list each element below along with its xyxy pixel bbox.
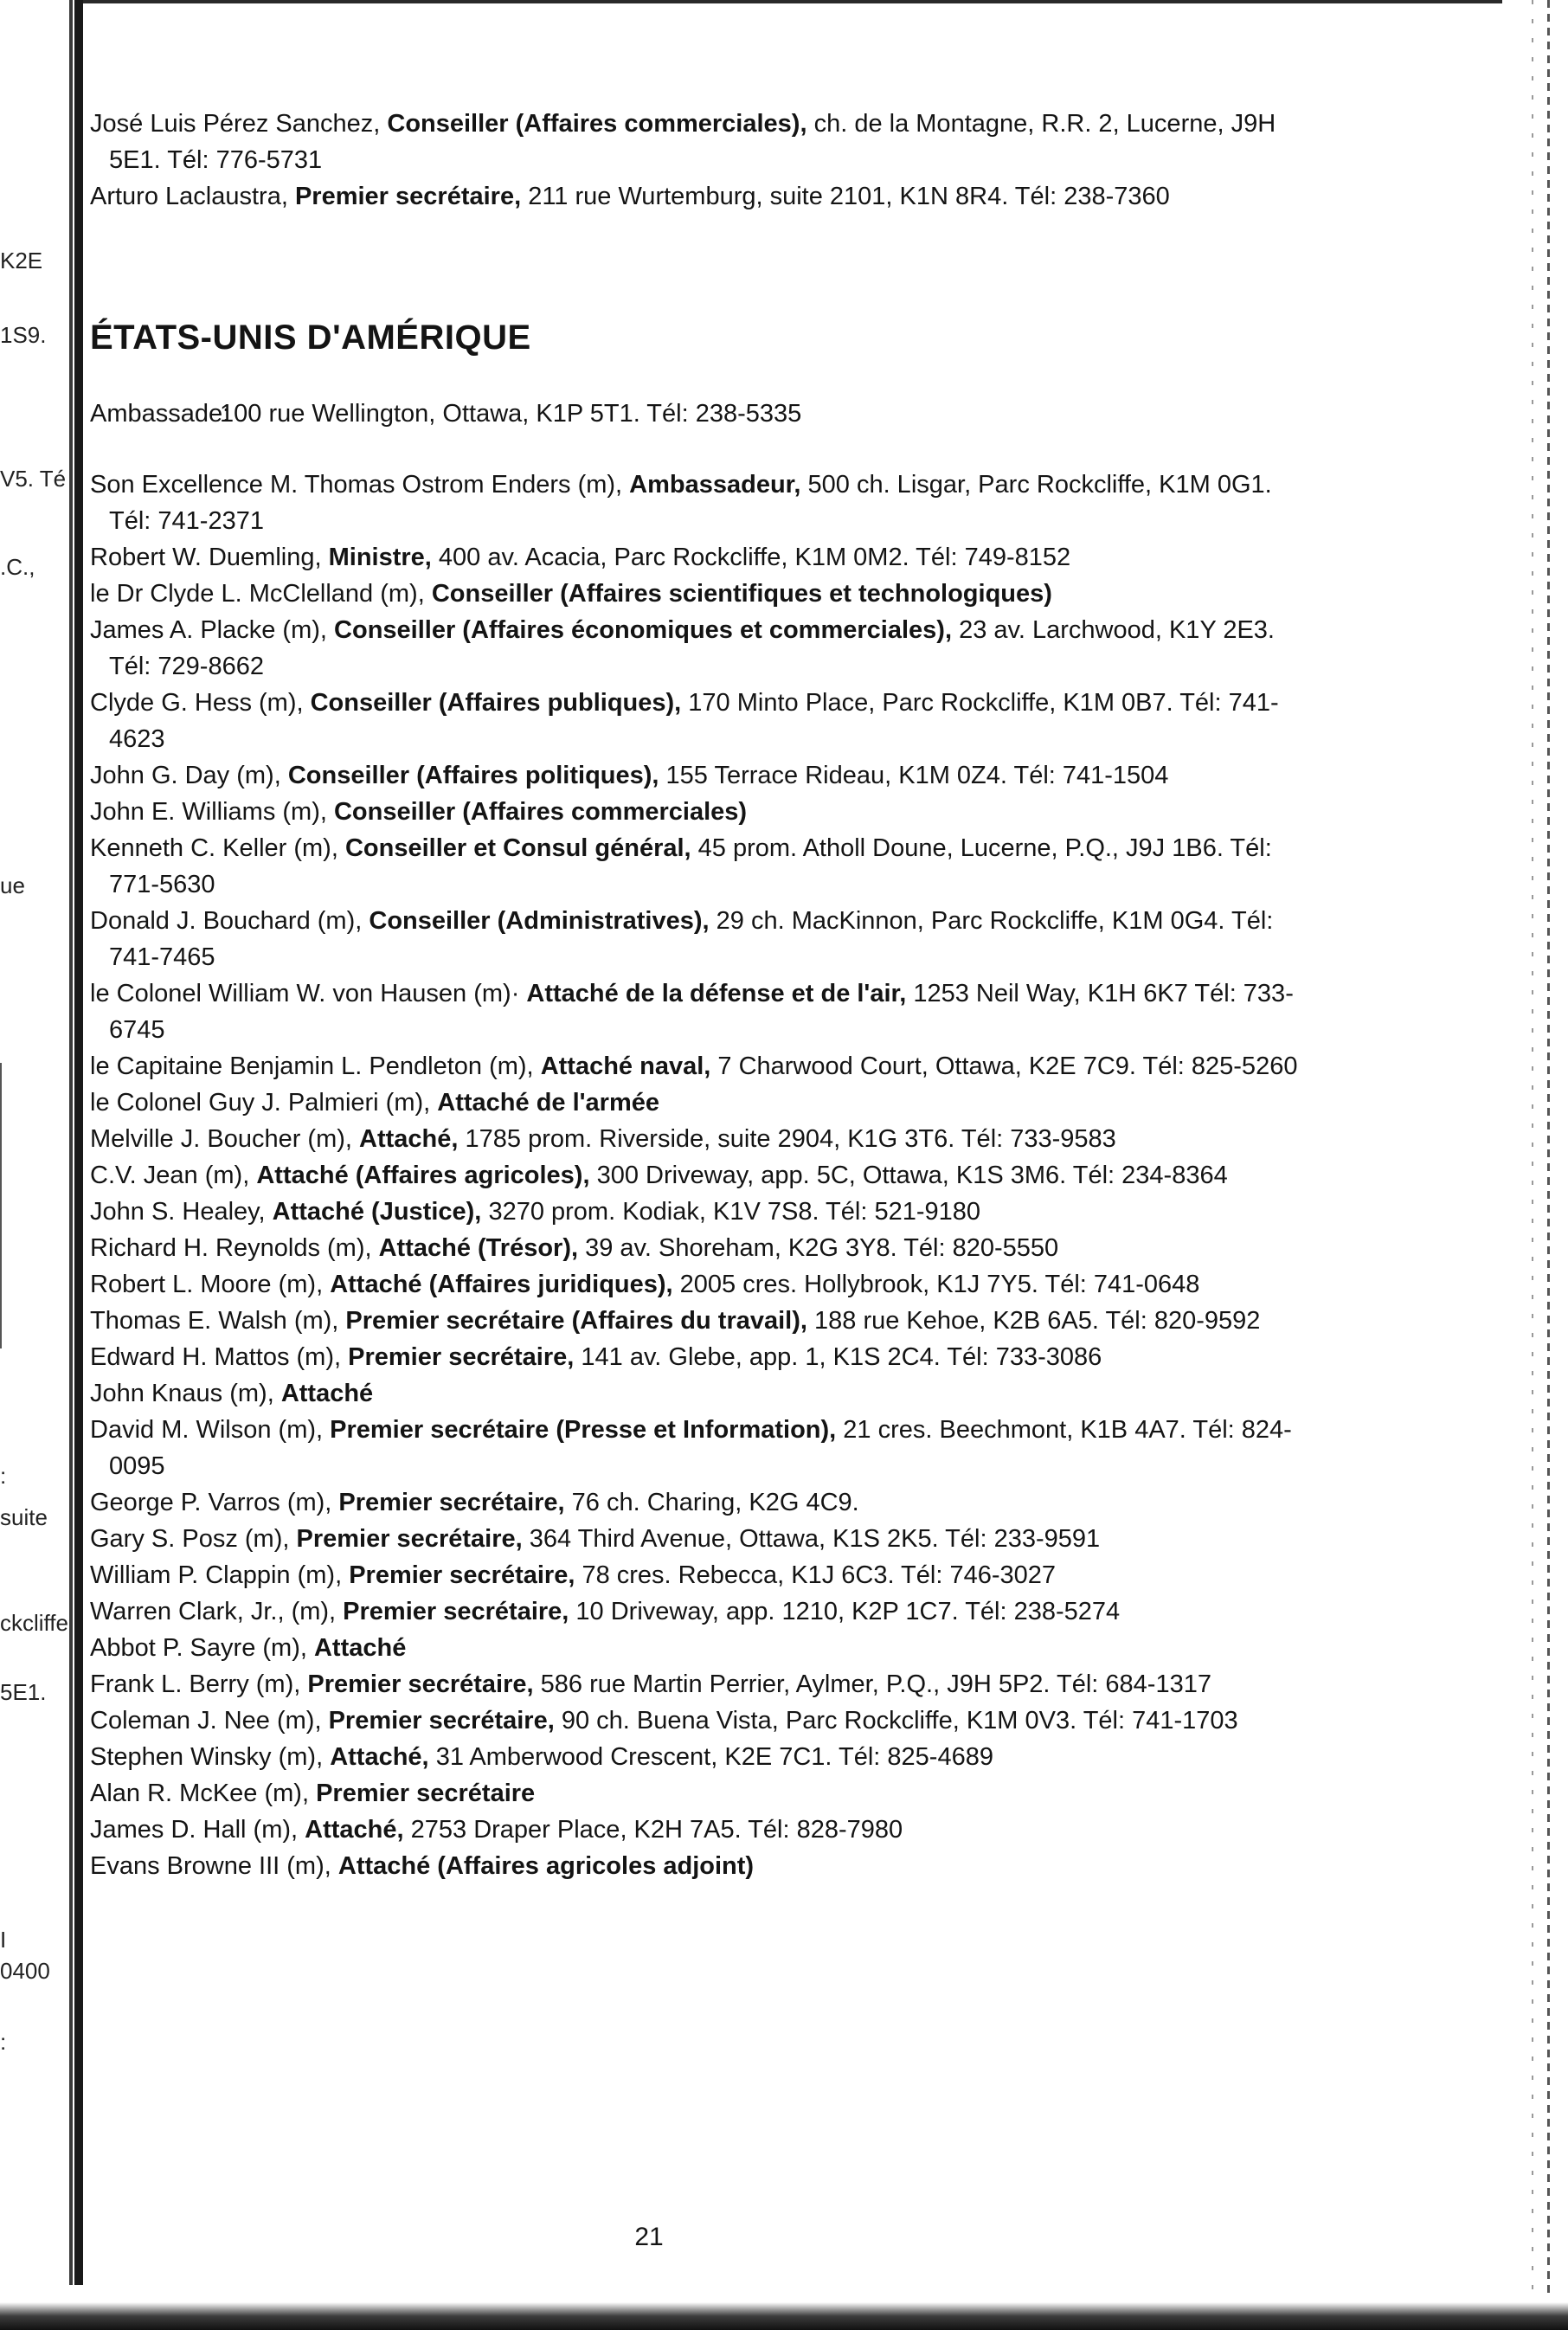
staff-entry: Kenneth C. Keller (m), Conseiller et Consul général, 45 prom. Atholl Doune, Lucerne, P.Q., J9J 1B6. Tél: 771-5630 [90,834,1272,898]
embassy-address [90,396,1301,432]
staff-entry: le Capitaine Benjamin L. Pendleton (m), Attaché naval, 7 Charwood Court, Ottawa, K2E 7C9. Tél: 825-5260 [90,1052,1298,1080]
staff-entry: David M. Wilson (m), Premier secrétaire (Presse et Information), 21 cres. Beechmont, K1B 4A7. Tél: 824-0095 [90,1416,1292,1480]
staff-entry: James D. Hall (m), Attaché, 2753 Draper Place, K2H 7A5. Tél: 828-7980 [90,1816,903,1844]
staff-entry: Gary S. Posz (m), Premier secrétaire, 364 Third Avenue, Ottawa, K1S 2K5. Tél: 233-9591 [90,1525,1101,1553]
staff-entry: Thomas E. Walsh (m), Premier secrétaire (Affaires du travail), 188 rue Kehoe, K2B 6A5. Tél: 820-9592 [90,1307,1261,1335]
staff-entry: William P. Clappin (m), Premier secrétaire, 78 cres. Rebecca, K1J 6C3. Tél: 746-3027 [90,1561,1057,1589]
directory-entry: José Luis Pérez Sanchez, Conseiller (Affaires commerciales), ch. de la Montagne, R.R. 2, Lucerne, J9H 5E1. Tél: 776-5731 [90,110,1276,174]
margin-fragment: 5E1. [0,1679,47,1705]
scan-right-edge [1547,0,1550,2330]
staff-entry: Abbot P. Sayre (m), Attaché [90,1634,407,1662]
staff-entry: Robert L. Moore (m), Attaché (Affaires juridiques), 2005 cres. Hollybrook, K1J 7Y5. Tél: 741-0648 [90,1271,1200,1298]
staff-entry: le Dr Clyde L. McClelland (m), Conseiller (Affaires scientifiques et technologiques) [90,580,1052,608]
margin-fragment: 1S9. [0,322,47,348]
previous-country-entries [90,106,1301,215]
staff-entry: Coleman J. Nee (m), Premier secrétaire, 90 ch. Buena Vista, Parc Rockcliffe, K1M 0V3. Tél: 741-1703 [90,1707,1238,1735]
staff-entry: George P. Varros (m), Premier secrétaire, 76 ch. Charing, K2G 4C9. [90,1489,859,1516]
staff-entry: John E. Williams (m), Conseiller (Affaires commerciales) [90,798,748,826]
staff-entry: le Colonel Guy J. Palmieri (m), Attaché de l'armée [90,1089,660,1117]
staff-entry: Robert W. Duemling, Ministre, 400 av. Acacia, Parc Rockcliffe, K1M 0M2. Tél: 749-8152 [90,544,1071,571]
binding-shadow [69,0,73,2285]
page-number: 21 [634,2223,664,2251]
margin-fragment: I [0,1927,7,1953]
binding-gutter [74,0,83,2285]
margin-fragment: ue [0,872,25,898]
staff-entry: Frank L. Berry (m), Premier secrétaire, 586 rue Martin Perrier, Aylmer, P.Q., J9H 5P2. Tél: 684-1317 [90,1670,1211,1698]
staff-entry: Alan R. McKee (m), Premier secrétaire [90,1780,536,1807]
staff-entry: Stephen Winsky (m), Attaché, 31 Amberwood Crescent, K2E 7C1. Tél: 825-4689 [90,1743,993,1771]
staff-list [90,467,1301,1884]
staff-entry: Son Excellence M. Thomas Ostrom Enders (m), Ambassadeur, 500 ch. Lisgar, Parc Rockcliffe, K1M 0G1. Tél: 741-2371 [90,471,1272,535]
margin-fragment: suite [0,1504,48,1530]
margin-fragment: : [0,1463,7,1489]
margin-fragment: .C., [0,554,35,580]
scan-right-edge-secondary [1532,0,1533,2330]
margin-fragment: 0400 [0,1958,50,1984]
staff-entry: John S. Healey, Attaché (Justice), 3270 prom. Kodiak, K1V 7S8. Tél: 521-9180 [90,1198,980,1226]
directory-entry: Arturo Laclaustra, Premier secrétaire, 211 rue Wurtemburg, suite 2101, K1N 8R4. Tél: 238-7360 [90,183,1170,210]
margin-fragment: K2E [0,248,43,274]
adjacent-page-rule [0,1063,2,1348]
embassy-text: 100 rue Wellington, Ottawa, K1P 5T1. Tél: 238-5335 [220,400,802,428]
staff-entry: Warren Clark, Jr., (m), Premier secrétaire, 10 Driveway, app. 1210, K2P 1C7. Tél: 238-5274 [90,1598,1121,1625]
staff-entry: Donald J. Bouchard (m), Conseiller (Administratives), 29 ch. MacKinnon, Parc Rockcliffe, K1M 0G4. Tél: 741-7465 [90,907,1274,971]
staff-entry: Richard H. Reynolds (m), Attaché (Trésor), 39 av. Shoreham, K2G 3Y8. Tél: 820-5550 [90,1234,1059,1262]
staff-entry: Clyde G. Hess (m), Conseiller (Affaires publiques), 170 Minto Place, Parc Rockcliffe, K1M 0B7. Tél: 741-4623 [90,689,1279,753]
embassy-label: Ambassade: [90,400,230,428]
margin-fragment: : [0,2029,7,2055]
staff-entry: John G. Day (m), Conseiller (Affaires politiques), 155 Terrace Rideau, K1M 0Z4. Tél: 741-1504 [90,762,1169,789]
staff-entry: James A. Placke (m), Conseiller (Affaires économiques et commerciales), 23 av. Larchwood, K1Y 2E3. Tél: 729-8662 [90,616,1275,680]
country-heading: ÉTATS-UNIS D'AMÉRIQUE [90,319,531,357]
margin-fragment: ckcliffe [0,1610,68,1636]
staff-entry: Evans Browne III (m), Attaché (Affaires agricoles adjoint) [90,1852,755,1880]
staff-entry: le Colonel William W. von Hausen (m)· Attaché de la défense et de l'air, 1253 Neil Way, K1H 6K7 Tél: 733-6745 [90,980,1294,1044]
staff-entry: Edward H. Mattos (m), Premier secrétaire, 141 av. Glebe, app. 1, K1S 2C4. Tél: 733-3086 [90,1343,1102,1371]
directory-content [90,106,1301,1884]
staff-entry: John Knaus (m), Attaché [90,1380,374,1407]
margin-fragment: V5. Té [0,466,67,492]
scan-bottom-edge [0,2295,1568,2330]
staff-entry: Melville J. Boucher (m), Attaché, 1785 prom. Riverside, suite 2904, K1G 3T6. Tél: 733-9583 [90,1125,1116,1153]
staff-entry: C.V. Jean (m), Attaché (Affaires agricoles), 300 Driveway, app. 5C, Ottawa, K1S 3M6. Tél: 234-8364 [90,1162,1228,1189]
scan-top-rule [83,0,1502,3]
